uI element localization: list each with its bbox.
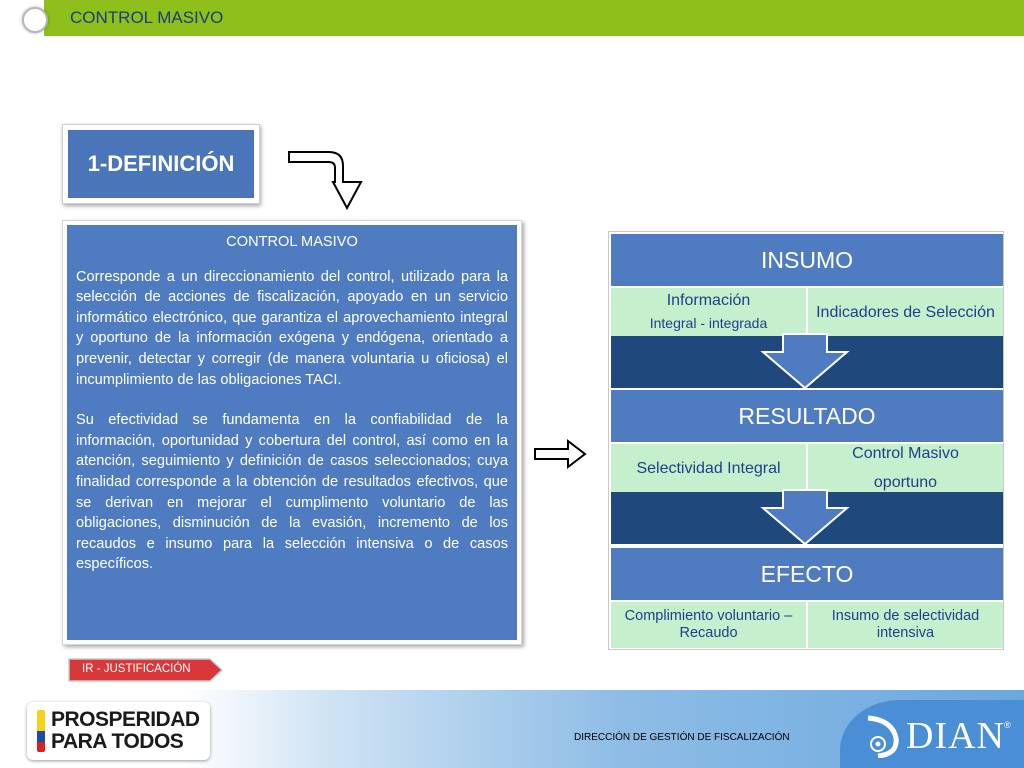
registered-mark: ® [1004,720,1011,730]
insumo-title: INSUMO [611,234,1003,286]
definition-label: 1-DEFINICIÓN [68,130,254,198]
resultado-cell-selectividad: Selectividad Integral [611,444,806,492]
resultado-cell-control [808,444,1003,492]
efecto-cell-cumplimiento: Complimiento voluntario – Recaudo [611,602,806,648]
efecto-cells [611,602,1003,648]
justification-button-label: IR - JUSTIFICACIÓN [82,663,191,675]
insumo-cell-informacion [611,288,806,336]
down-arrow-icon [759,488,851,546]
efecto-cell-insumo: Insumo de selectividad intensiva [808,602,1003,648]
colombia-flag-icon [37,710,45,752]
dian-emblem-icon [862,714,904,758]
efecto-title: EFECTO [611,548,1003,600]
header-bullet-icon [22,7,48,33]
panel-paragraph-2: Su efectividad se fundamenta en la confiabilidad de la información, oportunidad y cobertura del control, así como en la atención, seguimiento y definición de casos seleccionados; cuya finalidad corresponde a la obtención de resultados efectivos, que se derivan en mejorar el cumplimento voluntario de las obligaciones, disminución de la evasión, incremento de los recaudos e insumo para la selección intensiva o de casos específicos. [76,412,508,573]
resultado-cell-control-line2: oportuno [873,474,938,491]
resultado-cell-control-line1: Control Masivo [852,445,959,462]
insumo-cell-indicadores: Indicadores de Selección [808,288,1003,336]
resultado-cells [611,444,1003,492]
prosperidad-logo [27,702,210,760]
footer-department: DIRECCIÓN DE GESTIÓN DE FISCALIZACIÓN [574,732,790,743]
flow-diagram [608,231,1004,650]
right-arrow-icon [532,438,588,470]
insumo-cell-informacion-line2: Integral - integrada [649,315,768,331]
prosperidad-logo-line1: PROSPERIDAD [51,708,200,731]
definition-button[interactable] [62,124,260,204]
definition-text-panel [62,220,522,645]
page-title: CONTROL MASIVO [70,8,224,27]
panel-paragraph-1: Corresponde a un direccionamiento del control, utilizado para la selección de acciones de fiscalización, apoyado en un servicio informático electrónico, que garantiza el aprovechamiento integral y oportuno de la información exógena y endógena, orientado a prevenir, detectar y corregir (de manera voluntaria u oficiosa) el incumplimiento de las obligaciones TACI. [76,268,508,388]
prosperidad-logo-line2: PARA TODOS [51,730,184,753]
insumo-cell-informacion-line1: Información [666,292,751,309]
justification-button[interactable] [68,658,224,682]
panel-title: CONTROL MASIVO [226,234,358,250]
down-arrow-icon [759,332,851,390]
dian-logo: DIAN [906,715,1005,757]
definition-text-content [67,225,517,640]
insumo-cells [611,288,1003,336]
resultado-title: RESULTADO [611,390,1003,442]
bent-down-arrow-icon [285,146,365,212]
